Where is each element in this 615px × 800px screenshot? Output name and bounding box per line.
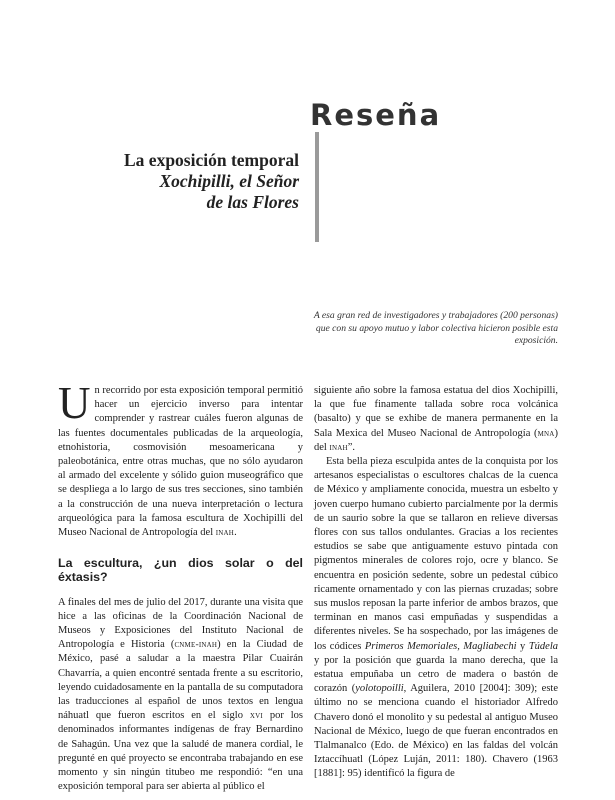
title-line-3: de las Flores bbox=[206, 192, 299, 212]
body-paragraph: A finales del mes de julio del 2017, durante una visita que hice a las oficinas de la Coordinación Nacional de Museos y Exposiciones del Instituto Nacional de Antropología e Historia (cnme-inah) en la Ciudad de México, pasé a saludar a la maestra Pilar Cuairán Chavarría, a quien encontré sentada frente a su escritorio, leyendo cuidadosamente en la pantalla de su computadora las traducciones al español de unos textos en lengua náhuatl que fueron escritos en el siglo xvi por los denominados informantes indígenas de fray Bernardino de Sahagún. Una vez que la saludé de manera cordial, le pregunté en qué proyecto se encontraba trabajando en ese momento y sin ningún titubeo me respondió: “en una exposición temporal para ser abierta al público el bbox=[58, 596, 304, 793]
section-header: Reseña bbox=[310, 98, 442, 132]
drop-cap: U bbox=[58, 378, 91, 428]
body-paragraph: Esta bella pieza esculpida antes de la conquista por los artesanos especialistas o escultores chalcas de la cuenca de México y ampliamente conocida, muestra un esbelto y joven cuerpo humano cubierto parcialmente por la dermis de un saurio sobre la que se tallaron en relieve diversas flores con sus tallos ondulantes. Gracias a los recientes estudios se sabe que antiguamente estuvo pintada con pigmentos minerales de colores rojo, ocre y blanco. Se encuentra en posición sedente, sobre un pedestal cúbico ricamente ornamentado y con las piernas cruzadas; sobre sus muslos reposan la parte inferior de ambos brazos, que terminan en manos casi empuñadas y suspendidas a diferentes niveles. Se ha sospechado, por las imágenes de los códices Primeros Memoriales, Magliabechi y Túdela y por la posición que guarda la mano derecha, que la estatua empuñaba un cetro de madera o bastón de corazón (yolotopoilli, Aguilera, 2010 [2004]: 309); este último no se menciona cuando el historiador Alfredo Chavero donó el monolito y su pedestal al antiguo Museo Nacional de México, luego de que fueran encontrados en Tlalmanalco (Edo. de México) en las faldas del volcán Iztaccíhuatl (López Luján, 2011: 180). Chavero (1963 [1881]: 95) identificó la figura de bbox=[314, 456, 558, 780]
section-subheading: La escultura, ¿un dios solar o del éxtasis? bbox=[58, 556, 303, 585]
article-title bbox=[0, 150, 299, 213]
dedication: A esa gran red de investigadores y trabajadores (200 personas) que con su apoyo mutuo y labor colectiva hicieron posible esta exposición. bbox=[313, 310, 558, 347]
vertical-rule bbox=[315, 132, 319, 242]
title-line-2: Xochipilli, el Señor bbox=[159, 171, 299, 191]
title-line-1: La exposición temporal bbox=[124, 150, 299, 170]
left-column bbox=[58, 378, 304, 794]
intro-paragraph: Un recorrido por esta exposición temporal permitió hacer un ejercicio inverso para intentar comprender y rastrear cuáles fueron algunas de las fuentes documentales publicadas de la arqueología, etnohistoria, cosmovisión mesoamericana y paleobotánica, entre otras muchas, que no sólo ayudaron al armado del excelente y sólido guion museográfico que se despliega a lo largo de sus tres secciones, sino también a la construcción de una nueva interpretación o lectura arqueológica para la famosa escultura de Xochipilli del Museo Nacional de Antropología del inah. bbox=[58, 378, 303, 539]
body-paragraph: siguiente año sobre la famosa estatua del dios Xochipilli, la que fue finamente tallada sobre roca volcánica (basalto) y que se exhibe de manera permanente en la Sala Mexica del Museo Nacional de Antropología (mna) del inah”. bbox=[314, 385, 558, 453]
right-column bbox=[314, 384, 558, 782]
